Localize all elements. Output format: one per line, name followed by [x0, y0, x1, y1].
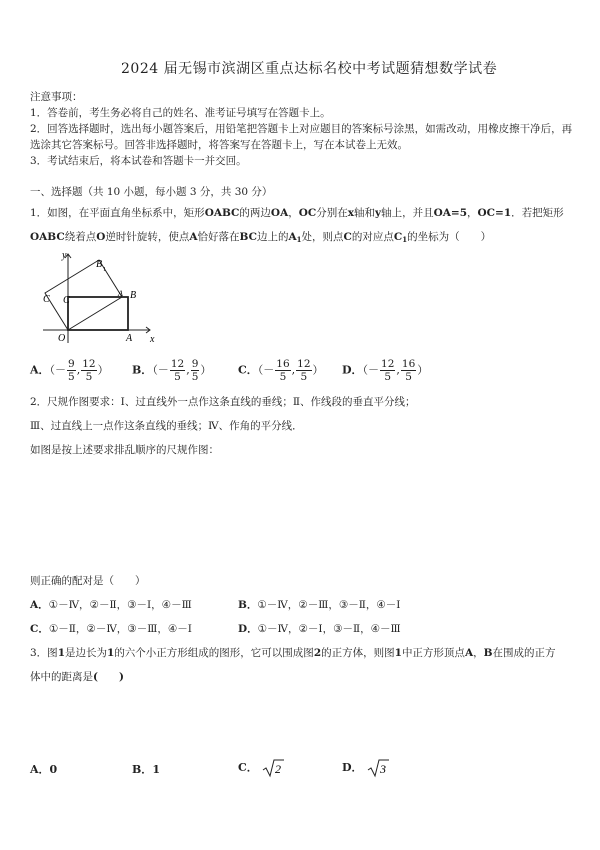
q3-option-a[interactable]: A．0 [30, 763, 58, 776]
q2-option-c[interactable]: C．①－Ⅱ，②－Ⅳ，③－Ⅲ，④－Ⅰ [30, 623, 192, 635]
question-2-line-4: 则正确的配对是（ ） [30, 575, 146, 587]
question-3-line-2: 体中的距离是( ) [30, 671, 124, 683]
figure-label-c1: C [43, 294, 50, 305]
q1-option-b[interactable]: B．（－ $\frac{12}{5}$ , $\frac{9}{5}$ ） [132, 358, 212, 383]
figure-label-a: A [126, 333, 133, 344]
figure-label-y: y [62, 250, 67, 261]
figure-label-x: x [150, 334, 155, 345]
sqrt-3 [366, 758, 390, 778]
q3-option-d[interactable]: D． 3 [342, 758, 390, 778]
figure-label-b1-sub: 1 [103, 267, 106, 273]
rotated-rectangle [45, 260, 122, 330]
q1-option-c[interactable]: C．（－ $\frac{16}{5}$ , $\frac{12}{5}$ ） [238, 358, 324, 383]
question-1-line-2: OABC绕着点O逆时针旋转，使点A恰好落在BC边上的$A_1$处，则点C的对应点$C_1$的坐标为（ ） [30, 231, 492, 244]
notice-item-1: 1．答卷前，考生务必将自己的姓名、准考证号填写在答题卡上。 [30, 107, 331, 119]
notice-item-2-cont: 选涂其它答案标号。回答非选择题时，将答案写在答题卡上，写在本试卷上无效。 [30, 139, 408, 151]
q1-option-d[interactable]: D．（－ $\frac{12}{5}$ , $\frac{16}{5}$ ） [342, 358, 429, 383]
question-3-line-1: 3．图1是边长为1的六个小正方形组成的图形，它可以围成图2的正方体，则图1中正方形顶点A，B在围成的正方 [30, 647, 556, 659]
q3-option-b[interactable]: B．1 [132, 763, 160, 776]
question-2-line-3: 如图是按上述要求排乱顺序的尺规作图： [30, 444, 219, 456]
q2-option-a[interactable]: A．①－Ⅳ，②－Ⅱ，③－Ⅰ，④－Ⅲ [30, 599, 192, 611]
question-2-line-1: 2．尺规作图要求：Ⅰ、过直线外一点作这条直线的垂线；Ⅱ、作线段的垂直平分线； [30, 396, 416, 408]
q3-option-c[interactable]: C． 2 [238, 758, 285, 778]
svg-text:2: 2 [275, 762, 282, 776]
svg-text:3: 3 [380, 762, 387, 776]
figure-label-b1: B [96, 259, 103, 270]
notice-item-2: 2．回答选择题时，选出每小题答案后，用铅笔把答题卡上对应题目的答案标号涂黑，如需改动，用橡皮擦干净后，再 [30, 123, 573, 135]
question-1-line-1: 1．如图，在平面直角坐标系中，矩形OABC的两边OA，OC分别在x轴和y轴上，并且OA=5，OC=1．若把矩形 [30, 207, 564, 219]
figure-label-c: C [63, 295, 70, 306]
page-title: 2024 届无锡市滨湖区重点达标名校中考试题猜想数学试卷 [121, 61, 498, 77]
figure-label-o: O [58, 333, 66, 344]
section-heading: 一、选择题（共 10 小题，每小题 3 分，共 30 分） [30, 186, 273, 198]
notice-heading: 注意事项： [30, 91, 83, 103]
question-2-line-2: Ⅲ、过直线上一点作这条直线的垂线；Ⅳ、作角的平分线． [30, 420, 303, 432]
q2-option-b[interactable]: B．①－Ⅳ，②－Ⅲ，③－Ⅱ，④－Ⅰ [238, 599, 401, 611]
figure-label-a1: A [118, 289, 123, 298]
q1-option-a[interactable]: A．（－ $\frac{9}{5}$ , $\frac{12}{5}$ ） [30, 358, 109, 383]
rotation-figure [38, 248, 163, 348]
figure-label-b: B [130, 290, 137, 301]
notice-item-3: 3．考试结束后，将本试卷和答题卡一并交回。 [30, 155, 247, 167]
q2-option-d[interactable]: D．①－Ⅳ，②－Ⅰ，③－Ⅱ，④－Ⅲ [238, 623, 401, 635]
sqrt-2 [261, 758, 285, 778]
